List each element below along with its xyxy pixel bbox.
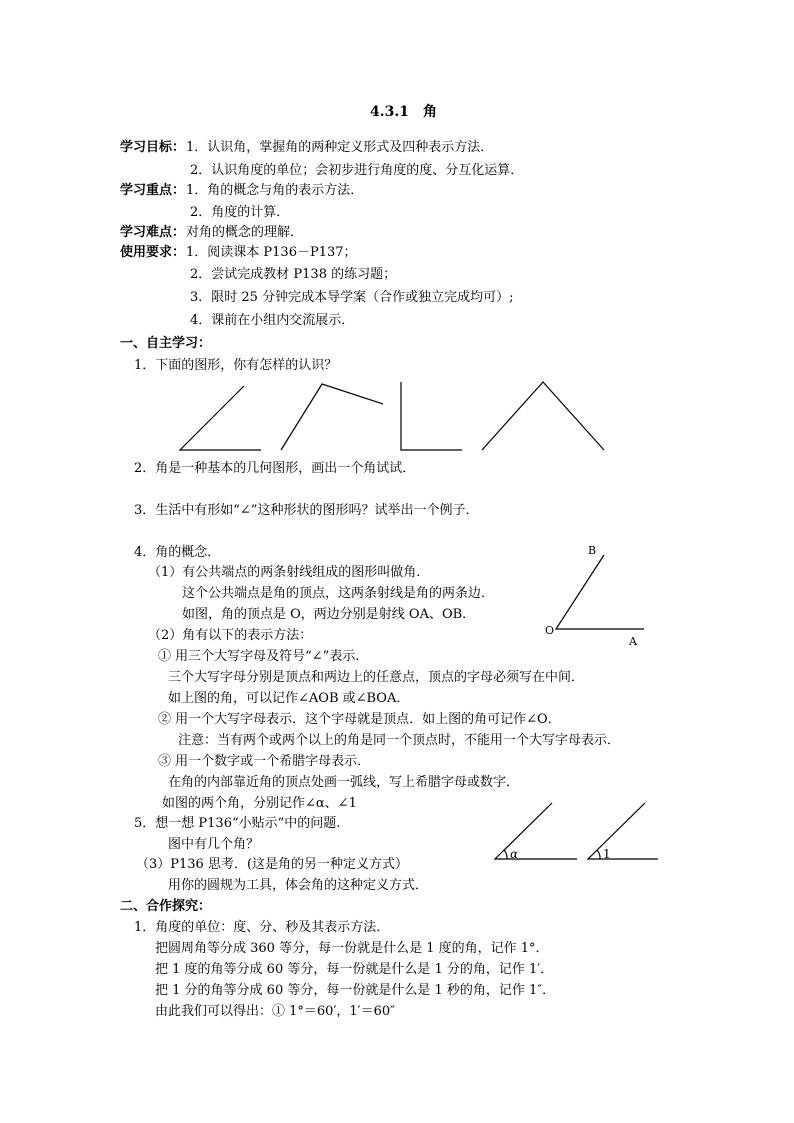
- figure-angle-open: [281, 384, 383, 450]
- arc-one: [597, 850, 600, 859]
- diff-1: 对角的概念的理解．: [186, 225, 304, 240]
- q4-item-1b: 如图，角的顶点是 O，两边分别是射线 OA、OB．: [182, 607, 476, 622]
- method-2a: 注意：当有两个或两个以上的角是同一个顶点时，不能用一个大写字母表示．: [178, 733, 621, 748]
- key-1: 1．角的概念与角的表示方法．: [186, 183, 364, 198]
- req-2: 2．尝试完成教材 P138 的练习题；: [190, 267, 397, 282]
- key-label: 学习重点：: [120, 183, 186, 198]
- q5-a: 图中有几个角？: [168, 837, 260, 852]
- figure-angle-right: [401, 382, 462, 450]
- figure-angle-alpha: [495, 803, 577, 859]
- label-one: 1: [603, 847, 611, 861]
- method-3a: 在角的内部靠近角的顶点处画一弧线，写上希腊字母或数字．: [168, 775, 520, 790]
- q4-item-1a: 这个公共端点是角的顶点，这两条射线是角的两条边．: [182, 586, 495, 601]
- label-b: B: [588, 544, 597, 557]
- q4-item-2: （2）角有以下的表示方法：: [148, 628, 313, 643]
- goal-label: 学习目标：: [120, 140, 186, 155]
- page-title: 4.3.1 角: [370, 104, 437, 120]
- req-label: 使用要求：: [120, 245, 186, 260]
- label-a: A: [629, 635, 637, 648]
- goal-2: 2．认识角度的单位；会初步进行角度的度、分互化运算．: [190, 163, 524, 178]
- q5-c: 用你的圆规为工具，体会角的这种定义方式．: [168, 878, 429, 893]
- method-3b: 如图的两个角，分别记作∠α、∠1: [162, 796, 357, 811]
- units-1a: 把圆周角等分成 360 等分，每一份就是什么是 1 度的角，记作 1°．: [155, 941, 549, 956]
- label-o: O: [545, 624, 555, 637]
- req-1: 1．阅读课本 P136－P137；: [186, 245, 357, 260]
- figure-angle-peak: [482, 382, 604, 450]
- figure-angle-aob: [556, 555, 644, 629]
- q4-item-1: （1）有公共端点的两条射线组成的图形叫做角．: [148, 565, 430, 580]
- question-3: 3．生活中有形如“∠”这种形状的图形吗？试举出一个例子．: [134, 503, 479, 518]
- units-1b: 把 1 度的角等分成 60 等分，每一份就是什么是 1 分的角，记作 1′．: [155, 962, 554, 977]
- label-alpha: α: [510, 847, 519, 861]
- section2-heading: 二、合作探究：: [120, 899, 212, 914]
- key-2: 2．角度的计算．: [190, 205, 290, 220]
- units-1d: 由此我们可以得出：① 1°＝60′，1′＝60″: [155, 1004, 396, 1019]
- req-3: 3．限时 25 分钟完成本导学案（合作或独立完成均可）;: [190, 290, 514, 305]
- question-5: 5．想一想 P136“小贴示”中的问题.: [134, 816, 341, 831]
- method-1: ① 用三个大写字母及符号“∠”表示．: [158, 649, 369, 664]
- units-1: 1．角度的单位：度、分、秒及其表示方法．: [134, 920, 390, 935]
- arc-alpha: [504, 850, 507, 859]
- goal-1: 1．认识角，掌握角的两种定义形式及四种表示方法．: [186, 140, 494, 155]
- figure-angle-one: [588, 803, 658, 859]
- q5-b: （3）P136 思考．(这是角的另一种定义方式）: [136, 857, 409, 872]
- question-2: 2．角是一种基本的几何图形，画出一个角试试．: [134, 461, 416, 476]
- method-2: ② 用一个大写字母表示．这个字母就是顶点．如上图的角可记作∠O．: [158, 712, 561, 727]
- figure-angle-acute: [180, 386, 261, 450]
- method-1a: 三个大写字母分别是顶点和两边上的任意点，顶点的字母必须写在中间．: [168, 670, 585, 685]
- section1-heading: 一、自主学习：: [120, 336, 212, 351]
- method-1b: 如上图的角，可以记作∠AOB 或∠BOA．: [168, 691, 410, 706]
- req-4: 4．课前在小组内交流展示．: [190, 313, 355, 328]
- method-3: ③ 用一个数字或一个希腊字母表示．: [158, 754, 371, 769]
- question-4: 4．角的概念．: [134, 545, 221, 560]
- question-1: 1．下面的图形，你有怎样的认识？: [134, 358, 338, 373]
- units-1c: 把 1 分的角等分成 60 等分，每一份就是什么是 1 秒的角，记作 1″．: [155, 983, 556, 998]
- diff-label: 学习难点：: [120, 225, 186, 240]
